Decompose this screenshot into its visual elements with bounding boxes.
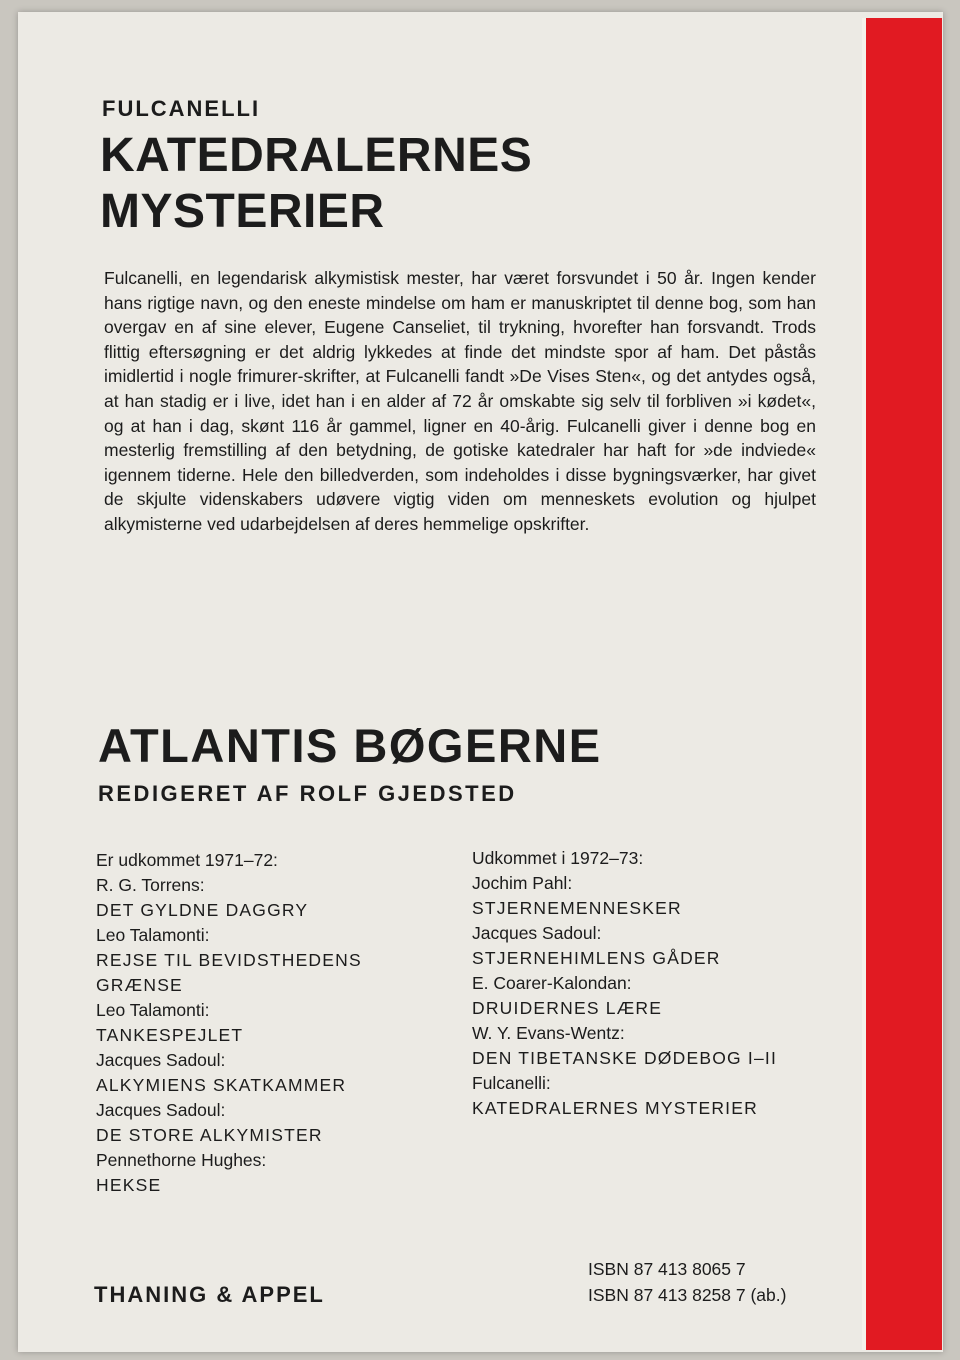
series-title: ATLANTIS BØGERNE	[98, 719, 602, 772]
list-item-author: Leo Talamonti:	[96, 1000, 210, 1020]
list-item-author: Jochim Pahl:	[472, 873, 573, 893]
list-item-title: ALKYMIENS SKATKAMMER	[96, 1075, 347, 1095]
list-item-title: DE STORE ALKYMISTER	[96, 1125, 323, 1145]
published-heading: Er udkommet 1971–72:	[96, 850, 278, 870]
list-item-author: Jacques Sadoul:	[472, 923, 602, 943]
list-item-author: R. G. Torrens:	[96, 875, 205, 895]
book-title	[100, 128, 532, 240]
book-title-line-1: KATEDRALERNES	[100, 129, 533, 182]
list-item-author: Jacques Sadoul:	[96, 1100, 226, 1120]
publisher-name: THANING & APPEL	[94, 1282, 325, 1307]
book-title-line-2: MYSTERIER	[100, 185, 385, 238]
series-editor: REDIGERET AF ROLF GJEDSTED	[98, 781, 517, 806]
isbn-1: ISBN 87 413 8065 7	[588, 1259, 746, 1279]
list-item-author: W. Y. Evans-Wentz:	[472, 1023, 625, 1043]
list-item-author: Jacques Sadoul:	[96, 1050, 226, 1070]
upcoming-heading: Udkommet i 1972–73:	[472, 848, 644, 868]
list-item-title: DEN TIBETANSKE DØDEBOG I–II	[472, 1048, 778, 1068]
isbn-2: ISBN 87 413 8258 7 (ab.)	[588, 1285, 787, 1305]
red-spine	[866, 18, 942, 1350]
list-item-title: KATEDRALERNES MYSTERIER	[472, 1098, 758, 1118]
list-item-author: Leo Talamonti:	[96, 925, 210, 945]
list-item-title: TANKESPEJLET	[96, 1025, 244, 1045]
list-item-author: Fulcanelli:	[472, 1073, 551, 1093]
list-item-title: HEKSE	[96, 1175, 162, 1195]
list-item-author: Pennethorne Hughes:	[96, 1150, 267, 1170]
isbn-block	[588, 1256, 786, 1308]
list-item-title: DET GYLDNE DAGGRY	[96, 900, 309, 920]
upcoming-books-list	[472, 846, 852, 1121]
list-item-title: STJERNEMENNESKER	[472, 898, 682, 918]
author-name: FULCANELLI	[102, 96, 261, 121]
list-item-title: DRUIDERNES LÆRE	[472, 998, 663, 1018]
list-item-title: STJERNEHIMLENS GÅDER	[472, 948, 721, 968]
list-item-title: REJSE TIL BEVIDSTHEDENS GRÆNSE	[96, 950, 362, 995]
list-item-author: E. Coarer-Kalondan:	[472, 973, 632, 993]
book-description: Fulcanelli, en legendarisk alkymistisk mester, har været forsvundet i 50 år. Ingen kender hans rigtige navn, og den eneste mindelse om ham er manuskriptet til denne bog, som han overgav en af sine elever, Eugene Canseliet, til trykning, hvorefter han forsvandt. Trods flittig eftersøgning er det aldrig lykkedes at finde det mindste spor af ham. Det påstås imidlertid i nogle frimurer-skrifter, at Fulcanelli fandt »De Vises Sten«, og det antydes også, at han stadig er i live, idet han i en alder af 72 år omskabte sig selv til forbliven »i kødet«, og at han i dag, skønt 116 år gammel, ligner en 40-årig. Fulcanelli giver i denne bog en mesterlig fremstilling af den betydning, de gotiske katedraler har haft for »de indviede« igennem tiderne. Hele den billedverden, som indeholdes i disse bygningsværker, har givet de skjulte videnskabers udøvere vigtig viden om menneskets evolution og hjulpet alkymisterne ved udarbejdelsen af deres hemmelige opskrifter.	[104, 268, 816, 534]
published-books-list	[96, 848, 436, 1198]
